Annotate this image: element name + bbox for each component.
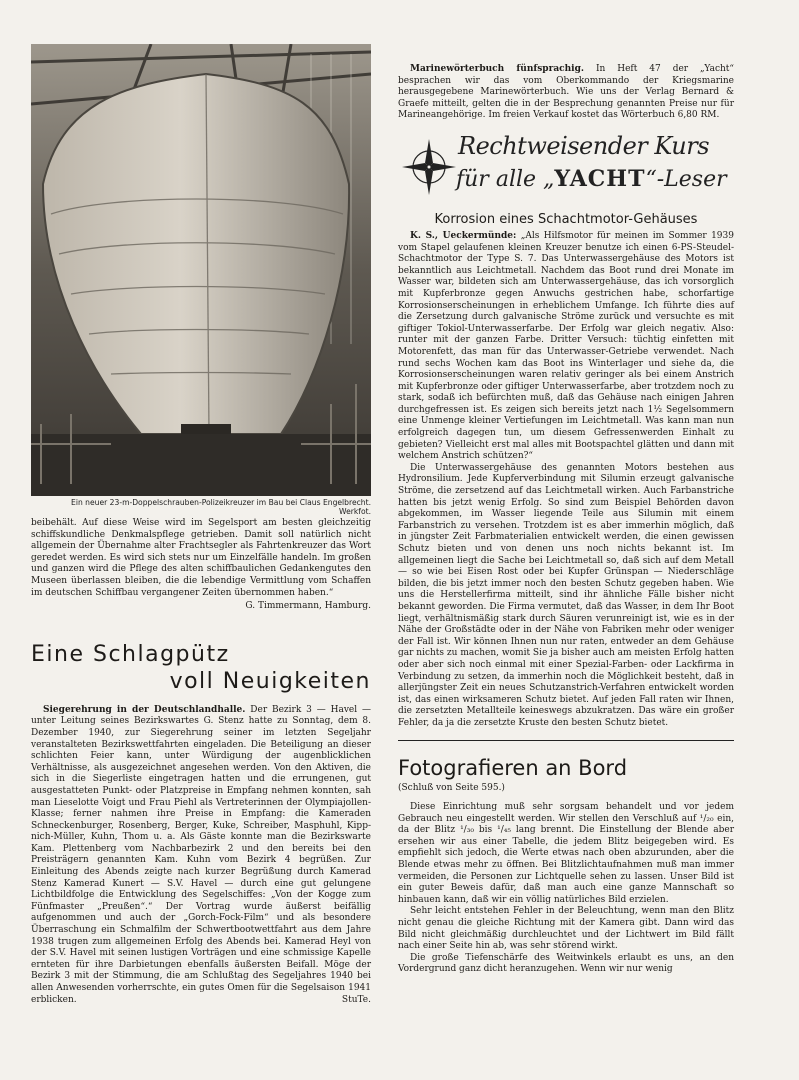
- foto-title: Fotografieren an Bord: [398, 755, 628, 780]
- notice-text: In Heft 47 der „Yacht“ besprachen wir das vom Oberkommando der Kriegsmarine herausgegebene Marinewörterbuch. Wie uns der Verlag Bernard & Graefe mitteilt, gelten die in der Besprechung genannten Preise nur für Marineangehörige. Im freien Verkauf kostet das Wörterbuch 6,80 RM.: [398, 64, 735, 121]
- notice-lead: Marinewörterbuch fünfsprachig.: [410, 64, 585, 74]
- korrosion-answer: Die Unterwassergehäuse des genannten Motors bestehen aus Hydronsilium. Jede Kupferverbindung mit Silumin erzeugt galvanische Ströme, die zersetzend auf das Leichtmetall wirken. Auch Farbanstriche hatten bis jetzt wenig Erfolg. So sind zum Beispiel Behörden davon abgekommen, im Wasser liegende Teile aus Silumin mit einem Farbanstrich zu versehen. Trotzdem ist es aber immerhin möglich, daß in jüngster Zeit Farbmaterialien entwickelt werden, die einen gewissen Schutz bieten und von denen uns noch nichts bekannt ist. Im allgemeinen liegt die Sache bei Leichtmetall so, daß sich auf dem Metall — so wie bei Eisen Rost oder bei Kupfer Grünspan — Niederschläge bilden, die bis jetzt immer noch den besten Schutz gegeben haben. Wie uns die Herstellerfirma mitteilt, sind ihr ähnliche Fälle bisher nicht bekannt geworden. Die Firma vermutet, daß das Wasser, in dem Ihr Boot liegt, verhältnismäßig stark durch Säuren verunreinigt ist, wie es in der Nähe der Großstädte oder in der Nähe von Fabriken mehr oder weniger der Fall ist. Wir können Ihnen nun nur raten, entweder an dem Gehäuse gar nichts zu machen, womit Sie ja bisher auch am meisten Erfolg hatten oder aber sich noch einmal mit einer Spezial-Farben- oder Lackfirma in Verbindung zu setzen, da immerhin noch die Möglichkeit besteht, daß in allerjüngster Zeit ein neues Schutzanstrich-Verfahren entwickelt worden ist, das einen wirksameren Schutz bietet. Auf jeden Fall raten wir Ihnen, die zersetzten Metallteile keineswegs abzukratzen. Das wäre ein großer Fehler, da ja die zersetzte Kruste den besten Schutz bietet.: [398, 462, 734, 728]
- article-lead: Siegerehrung in der Deutschlandhalle.: [43, 704, 246, 715]
- notice-paragraph: [398, 64, 734, 122]
- korrosion-question-text: „Als Hilfsmotor für meinen im Sommer 1939 vom Stapel gelaufenen kleinen Kreuzer benutze ich einen 6-PS-Steudel-Schachtmotor der Type S. 7. Das Unterwassergehäuse des Motors ist bekanntlich aus Leichtmetall. Nachdem das Boot rund drei Monate im Wasser war, bildeten sich am Unterwassergehäuse, das ich vorsorglich mit Kupferbronze gegen Anwuchs gestrichen habe, schorfartige Korrosionserscheinungen in erheblichem Umfange. Ich führte dies auf die Zersetzung durch galvanische Ströme zurück und versuchte es mit giftiger Tokiol-Unterwasserfarbe. Der Erfolg war gleich negativ. Also: runter mit der ganzen Farbe. Dritter Versuch: tüchtig einfetten mit Motorenfett, das man für das Unterwasser-Getriebe verwendet. Nach rund sechs Wochen kam das Boot ins Winterlager und siehe da, die Korrosionserscheinungen waren relativ geringer als bei einem Anstrich mit Kupferbronze oder giftiger Unterwasserfarbe, aber trotzdem noch zu stark, sodaß ich befürchten muß, daß das Gehäuse nach einigen Jahren durchgefressen ist. Es zeigen sich bereits jetzt nach 1½ Segelsommern eine Unmenge kleiner Vertiefungen im Leichtmetall. Was kann man nun erfolgreich dagegen tun, um diesem Gefressenwerden Einhalt zu gebieten? Vielleicht erst mal alles mit Bootspachtel glätten und dann mit welchem Anstrich schützen?“: [398, 230, 734, 462]
- korrosion-title: Korrosion eines Schachtmotor-Gehäuses: [434, 211, 698, 227]
- foto-paragraph-3: Die große Tiefenschärfe des Weitwinkels erlaubt es uns, an den Vordergrund ganz dicht heranzugehen. Wenn wir nur wenig: [398, 952, 734, 975]
- photo-credit: Werkfot.: [339, 507, 371, 516]
- boat-hull-photo: [31, 44, 371, 496]
- article-signature: StuTe.: [341, 995, 371, 1006]
- article-text: Der Bezirk 3 — Havel — unter Leitung seines Bezirkswartes G. Stenz hatte zu Sonntag, dem 8. Dezember 1940, zur Siegerehrung seiner im letzten Segeljahr veranstalteten Bezirkswettfahrten eingeladen. Die Beteiligung an dieser schlichten Feier kann, unter Würdigung der augenblicklichen Verhältnisse, als ausgezeichnet angesehen werden. Von den Aktiven, die sich in die Siegerliste eingetragen hatten und die errungenen, gut ausgestatteten Punkt- oder Platzpreise in Empfang nehmen konnten, sah man Lieselotte Voigt und Frau Piehl als Vertreterinnen der Olympiajollen-Klasse; ferner nahmen ihre Preise in Empfang: die Kameraden Schneckenburger, Rosenberg, Berger, Kuke, Schreiber, Masphuhl, Kipp-nich-Müller, Kuhn, Thom u. a. Als Gäste konnte man die Bezirkswarte Kam. Plettenberg vom Nachbarbezirk 2 und den bereits bei den Preisträgern genannten Kam. Kuhn vom Bezirk 4 begrüßen. Zur Einleitung des Abends zeigte nach kurzer Begrüßung durch Kamerad Stenz Kamerad Kunert — S.V. Havel — durch eine gut gelungene Lichtbildfolge die Entwicklung des Segelschiffes: „Von der Kogge zum Fünfmaster „Preußen“.“ Der Vortrag wurde äußerst beifällig aufgenommen und auch der „Gorch-Fock-Film“ und als besondere Überraschung ein Schmalfilm der Schwertbootwettfahrt aus dem Jahre 1938 trugen zum allgemeinen Erfolg des Abends bei. Kamerad Heyl von der S.V. Havel mit seinen lustigen Vorträgen und eine schmissige Kapelle ernteten für ihre Darbietungen ebenfalls äußersten Beifall. Möge der Bezirk 3 mit der Stimmung, die am Schlußtag des Segeljahres 1940 bei allen Anwesenden vorherrschte, ein gutes Omen für die Segelsaison 1941 erblicken.: [31, 704, 371, 1005]
- emblem-sub-part1: für alle „: [456, 166, 555, 192]
- continuation-text: beibehält. Auf diese Weise wird im Segelsport am besten gleichzeitig schiffskundliche Denkmalspflege getrieben. Damit soll natürlich nicht allgemein der Übernahme alter Frachtsegler als Fahrtenkreuzer das Wort geredet werden. Es wird sich stets nur um Einzelfälle handeln. Im großen und ganzen wird die Pflege des alten schiffbaulichen Gedankengutes den Museen überlassen bleiben, die die lebendige Vermittlung vom Schaffen im deutschen Schiffbau vergangener Zeiten übernommen haben.“: [31, 518, 371, 598]
- foto-subtitle: (Schluß von Seite 595.): [398, 782, 505, 793]
- emblem-sub-yacht: YACHT: [554, 165, 646, 192]
- emblem-subheading: [456, 166, 727, 192]
- korrosion-question: [398, 231, 734, 463]
- column-emblem: [398, 130, 734, 202]
- photo-caption-text: Ein neuer 23-m-Doppelschrauben-Polizeikreuzer im Bau bei Claus Engelbrecht.: [71, 498, 371, 507]
- section-title-line2: voll Neuigkeiten: [169, 668, 371, 694]
- left-column: [31, 44, 371, 1007]
- foto-paragraph-2: Sehr leicht entstehen Fehler in der Beleuchtung, wenn man den Blitz nicht genau die gleiche Richtung mit der Kamera gibt. Dann wird das Bild nicht gleichmäßig durchleuchtet und der Lichtwert im Bild fällt nach einer Seite hin ab, was sehr störend wirkt.: [398, 906, 734, 952]
- korrosion-lead: K. S., Ueckermünde:: [410, 230, 517, 241]
- article-body: [31, 705, 371, 1006]
- emblem-sub-part3: “-Leser: [645, 166, 727, 192]
- continuation-signature: G. Timmermann, Hamburg.: [245, 601, 371, 612]
- right-column: [398, 64, 734, 976]
- section-divider: [398, 740, 734, 741]
- boat-hull-illustration: [31, 44, 371, 496]
- section-title-line1: Eine Schlagpütz: [31, 641, 230, 667]
- emblem-heading: Rechtweisender Kurs: [458, 131, 710, 160]
- foto-paragraph-1: Diese Einrichtung muß sehr sorgsam behandelt und vor jedem Gebrauch neu eingestellt werden. Wir stellen den Verschluß auf ¹/₂₀ ein, da der Blitz ¹/₃₀ bis ¹/₄₅ lang brennt. Die Einstellung der Blende aber ersehen wir aus einer Tabelle, die jedem Blitz beigegeben wird. Es empfiehlt sich jedoch, die Werte etwas nach oben abzurunden, aber die Blende etwas mehr zu öffnen. Bei Blitzlichtaufnahmen muß man immer vermeiden, die Personen zur Lichtquelle sehen zu lassen. Unser Bild ist ein guter Beweis dafür, daß man auch eine ganze Mannschaft so hinbauen kann, daß wir ein völlig natürliches Bild erzielen.: [398, 802, 734, 905]
- compass-rose-icon: [400, 136, 458, 198]
- photo-caption: [31, 498, 371, 516]
